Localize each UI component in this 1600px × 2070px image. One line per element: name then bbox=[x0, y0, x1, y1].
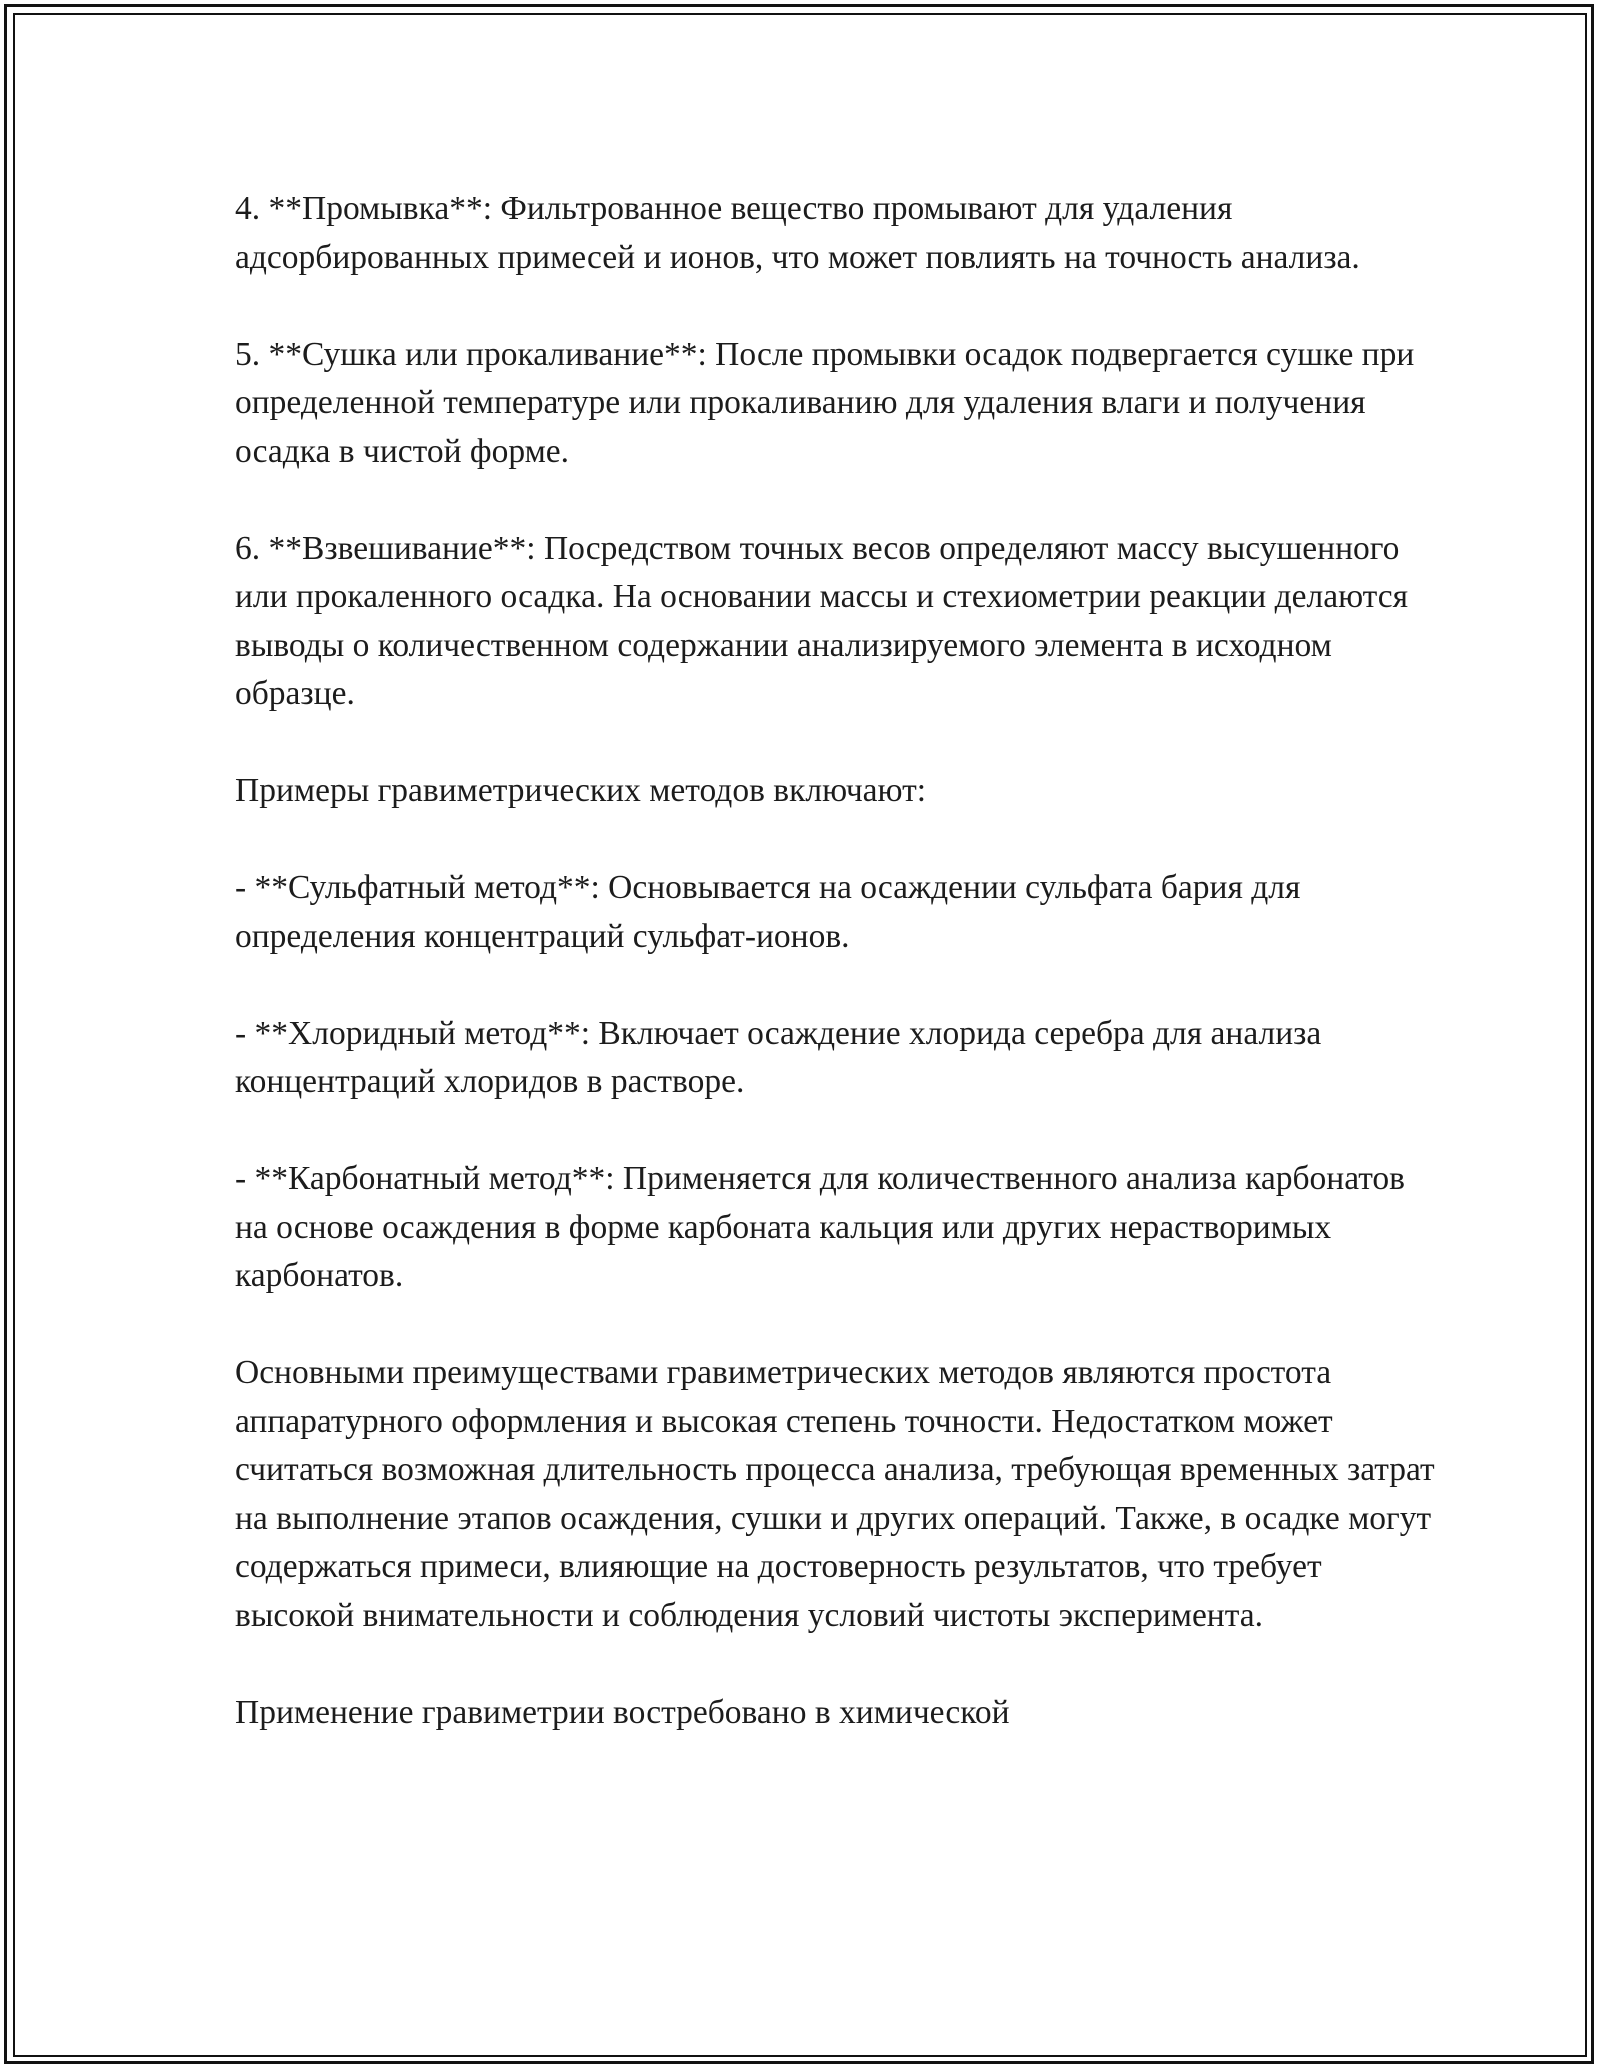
paragraph-step-5-drying: 5. **Сушка или прокаливание**: После промывки осадок подвергается сушке при определенной температуре или прокаливанию для удаления влаги и получения осадка в чистой форме. bbox=[235, 335, 1415, 470]
paragraph-chloride-method: - **Хлоридный метод**: Включает осаждение хлорида серебра для анализа концентраций хлоридов в растворе. bbox=[235, 1014, 1322, 1100]
paragraph-step-6-weighing: 6. **Взвешивание**: Посредством точных весов определяют массу высушенного или прокаленного осадка. На основании массы и стехиометрии реакции делаются выводы о количественном содержании анализируемого элемента в исходном образце. bbox=[235, 529, 1408, 712]
paragraph-step-4-washing: 4. **Промывка**: Фильтрованное вещество промывают для удаления адсорбированных примесей и ионов, что может повлиять на точность анализа. bbox=[235, 190, 1360, 276]
paragraph-advantages: Основными преимуществами гравиметрических методов являются простота аппаратурного оформления и высокая степень точности. Недостатком может считаться возможная длительность процесса анализа, требующая временных затрат на выполнение этапов осаждения, сушки и других операций. Также, в осадке могут содержаться примеси, влияющие на достоверность результатов, что требует высокой внимательности и соблюдения условий чистоты эксперимента. bbox=[235, 1354, 1435, 1634]
paragraph-application: Применение гравиметрии востребовано в химической bbox=[235, 1693, 1010, 1731]
paragraph-sulfate-method: - **Сульфатный метод**: Основывается на осаждении сульфата бария для определения концентраций сульфат-ионов. bbox=[235, 869, 1301, 955]
paragraph-examples-intro: Примеры гравиметрических методов включают: bbox=[235, 772, 927, 809]
document-body bbox=[235, 185, 1435, 1786]
paragraph-carbonate-method: - **Карбонатный метод**: Применяется для количественного анализа карбонатов на основе осаждения в форме карбоната кальция или других нерастворимых карбонатов. bbox=[235, 1160, 1405, 1294]
